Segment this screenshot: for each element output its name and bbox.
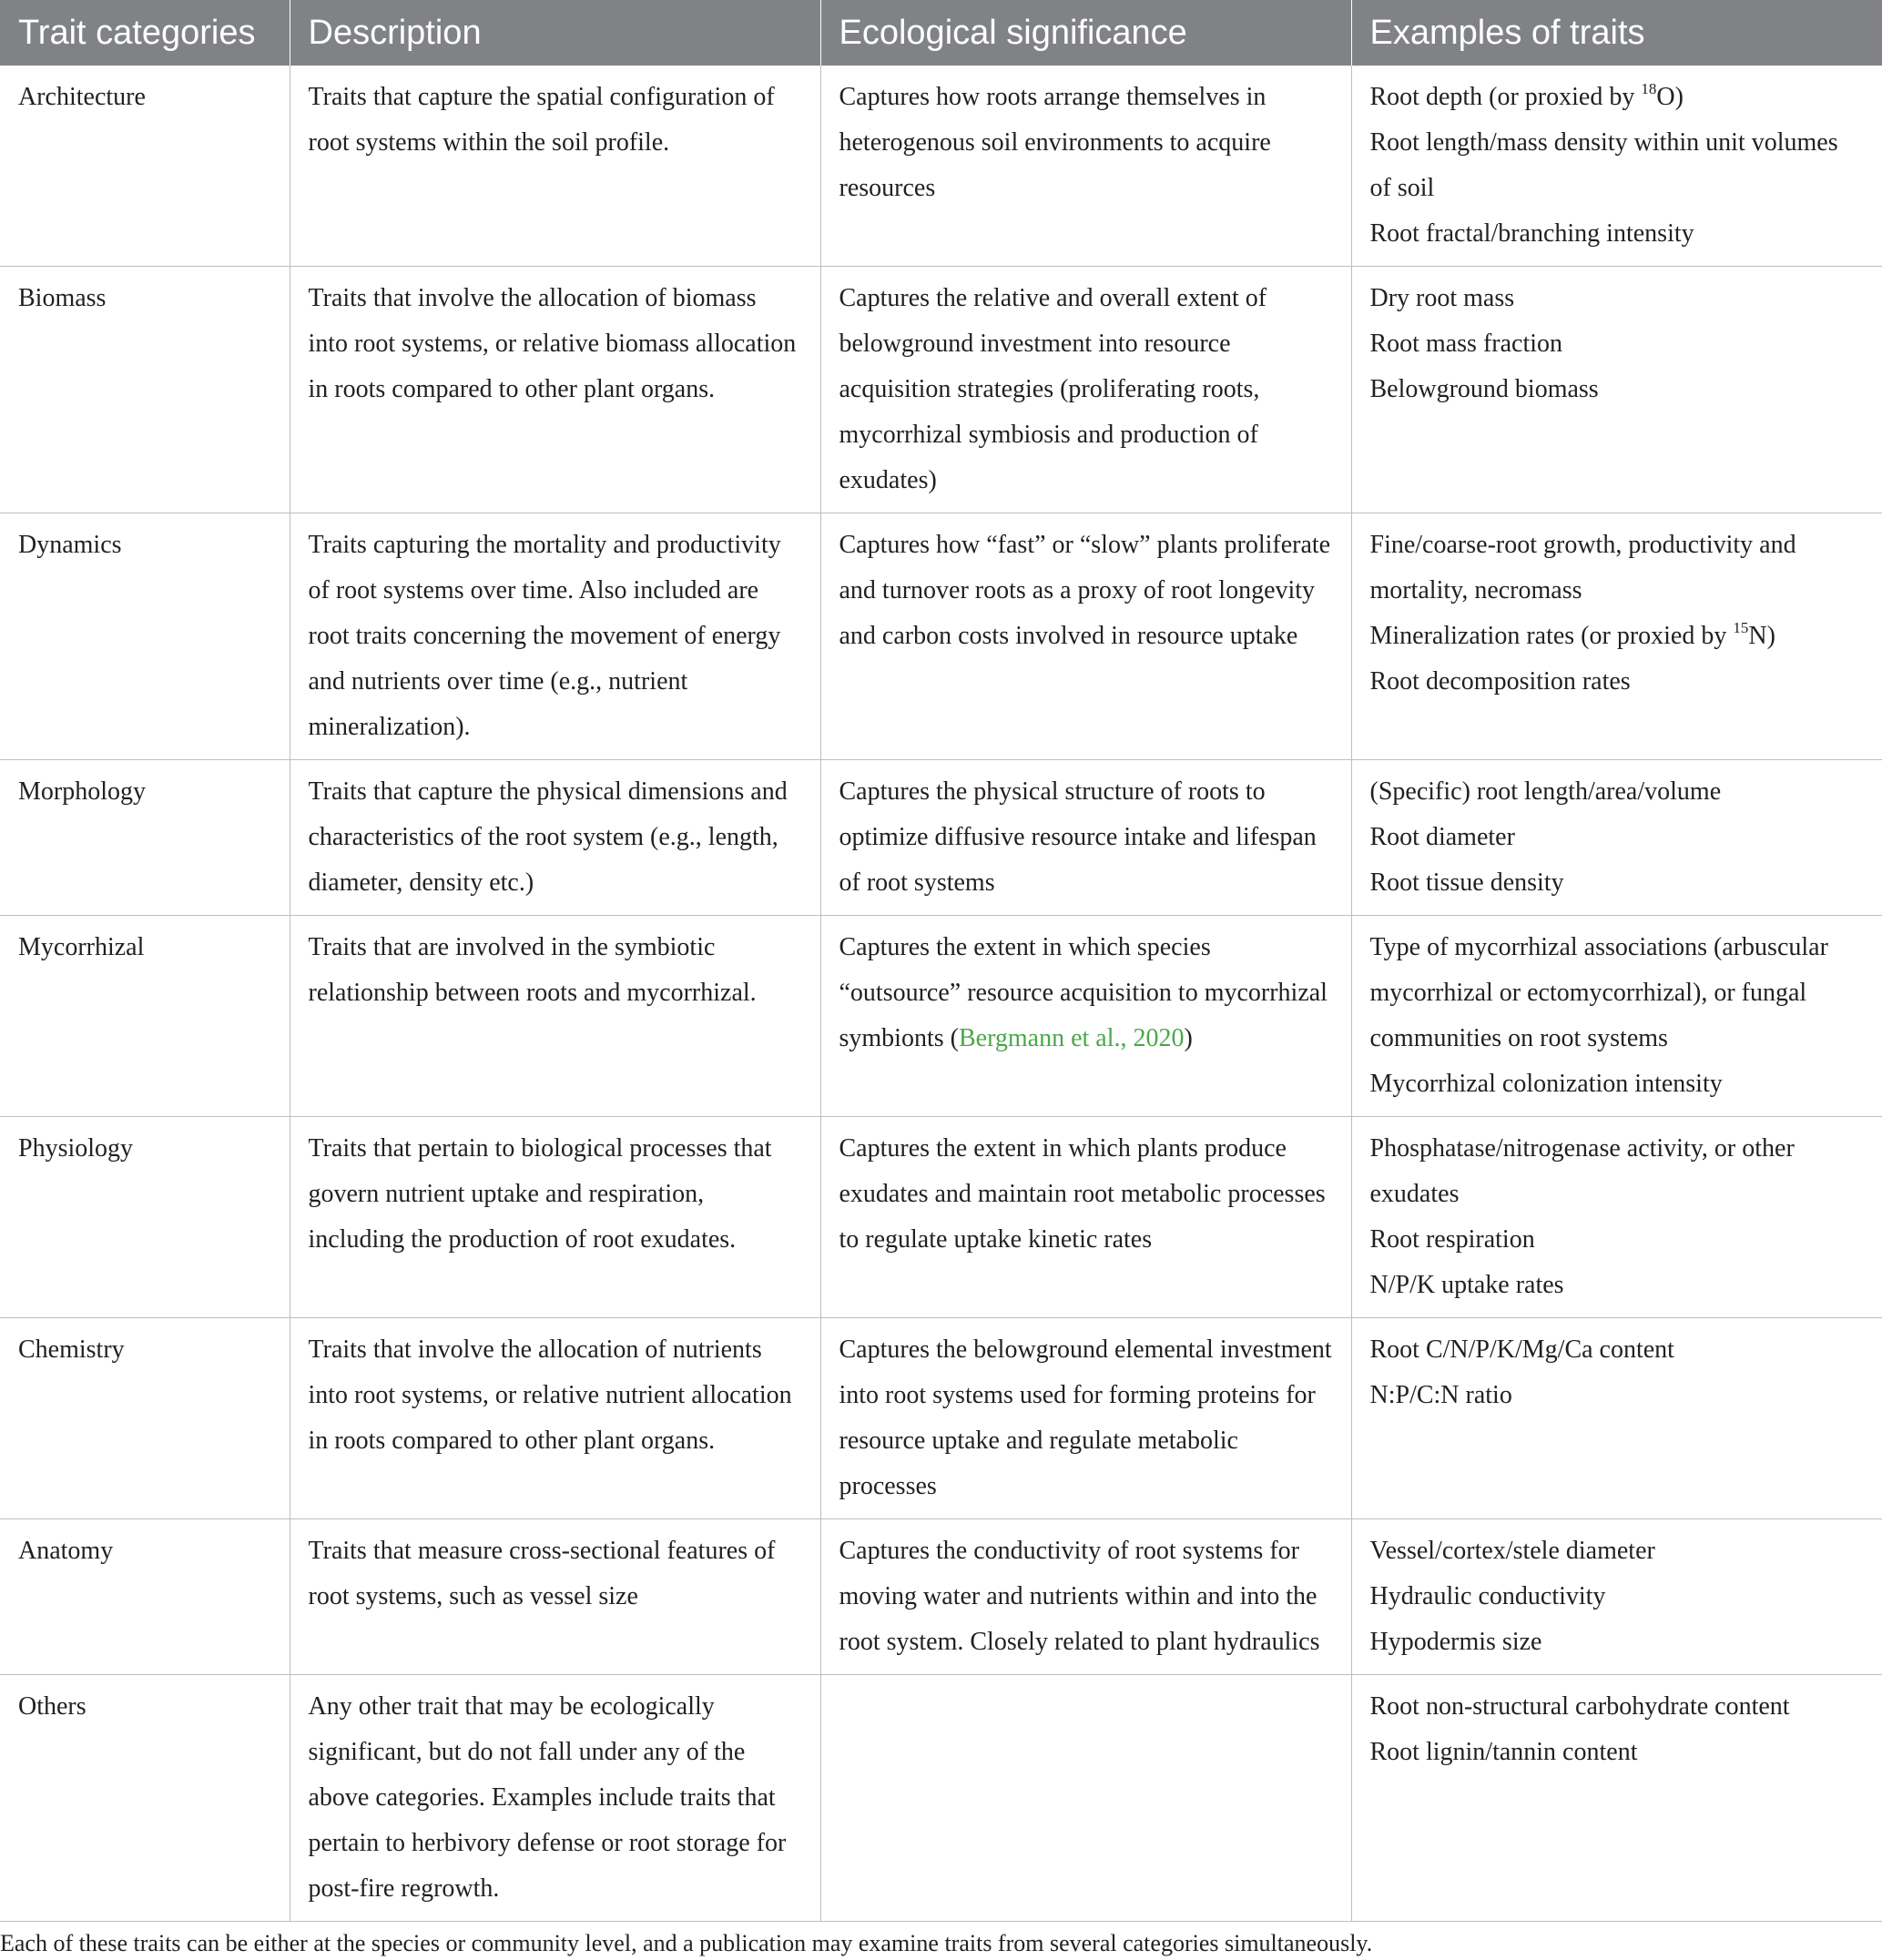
cell-category: Morphology	[0, 760, 290, 916]
header-examples-of-traits: Examples of traits	[1351, 0, 1882, 66]
cell-ecological-significance: Captures how roots arrange themselves in heterogenous soil environments to acquire resources	[820, 66, 1351, 267]
example-item	[1370, 1327, 1865, 1373]
table-row	[0, 1117, 1882, 1318]
cell-description: Traits that involve the allocation of nutrients into root systems, or relative nutrient allocation in roots compared to other plant organs.	[290, 1318, 820, 1519]
cell-category: Physiology	[0, 1117, 290, 1318]
cell-examples	[1351, 1675, 1882, 1922]
cell-examples	[1351, 267, 1882, 513]
example-text: Root C/N/P/K/Mg/Ca content	[1369, 1335, 1674, 1364]
cell-description: Traits that capture the physical dimensions and characteristics of the root system (e.g., length, diameter, density etc.)	[290, 760, 820, 916]
header-trait-categories: Trait categories	[0, 0, 290, 66]
example-text: Fine/coarse-root growth, productivity and mortality, necromass	[1369, 531, 1796, 604]
cell-examples	[1351, 760, 1882, 916]
example-item	[1370, 925, 1865, 1061]
example-text: Root respiration	[1369, 1225, 1535, 1254]
header-row	[0, 0, 1882, 66]
cell-description: Traits that capture the spatial configuration of root systems within the soil profile.	[290, 66, 820, 267]
table-row	[0, 1318, 1882, 1519]
cell-ecological-significance: Captures the conductivity of root systems for moving water and nutrients within and into the root system. Closely related to plant hydraulics	[820, 1519, 1351, 1675]
example-text: Root decomposition rates	[1369, 667, 1631, 696]
cell-examples	[1351, 66, 1882, 267]
example-text: Belowground biomass	[1369, 375, 1599, 403]
cell-ecological-significance: Captures the extent in which plants produce exudates and maintain root metabolic processes to regulate uptake kinetic rates	[820, 1117, 1351, 1318]
example-item	[1370, 75, 1865, 120]
cell-description: Traits that measure cross-sectional features of root systems, such as vessel size	[290, 1519, 820, 1675]
cell-category: Others	[0, 1675, 290, 1922]
example-item	[1370, 321, 1865, 367]
cell-description: Traits that are involved in the symbiotic relationship between roots and mycorrhizal.	[290, 916, 820, 1117]
table-row	[0, 760, 1882, 916]
example-item	[1370, 1574, 1865, 1620]
example-text: N:P/C:N ratio	[1369, 1381, 1512, 1409]
example-item	[1370, 523, 1865, 614]
cell-category: Anatomy	[0, 1519, 290, 1675]
example-item	[1370, 1126, 1865, 1217]
example-item	[1370, 1263, 1865, 1308]
cell-ecological-significance: Captures the physical structure of roots to optimize diffusive resource intake and lifespan of root systems	[820, 760, 1351, 916]
example-item	[1370, 1528, 1865, 1574]
cell-category: Dynamics	[0, 513, 290, 760]
example-item	[1370, 120, 1865, 211]
example-item	[1370, 1217, 1865, 1263]
cell-description: Traits that involve the allocation of biomass into root systems, or relative biomass allocation in roots compared to other plant organs.	[290, 267, 820, 513]
example-text: Hydraulic conductivity	[1369, 1582, 1606, 1610]
example-text: Root depth (or proxied by	[1369, 83, 1642, 111]
example-text: Root length/mass density within unit volumes of soil	[1369, 128, 1838, 202]
cell-examples	[1351, 916, 1882, 1117]
significance-text: Captures the extent in which species “outsource” resource acquisition to mycorrhizal symbionts (	[839, 933, 1328, 1052]
example-text: Vessel/cortex/stele diameter	[1369, 1537, 1655, 1565]
example-item	[1370, 276, 1865, 321]
example-text: Root diameter	[1369, 823, 1515, 851]
cell-examples	[1351, 1318, 1882, 1519]
example-text: Type of mycorrhizal associations (arbuscular mycorrhizal or ectomycorrhizal), or fungal communities on root systems	[1369, 933, 1828, 1052]
example-text: N/P/K uptake rates	[1369, 1271, 1564, 1299]
example-text: Root non-structural carbohydrate content	[1369, 1692, 1790, 1721]
example-item	[1370, 367, 1865, 412]
table-row	[0, 1519, 1882, 1675]
cell-examples	[1351, 513, 1882, 760]
cell-examples	[1351, 1519, 1882, 1675]
header-description: Description	[290, 0, 820, 66]
table-body	[0, 66, 1882, 1922]
example-text: Mycorrhizal colonization intensity	[1369, 1070, 1723, 1098]
example-text: Hypodermis size	[1369, 1628, 1542, 1656]
citation-link[interactable]: Bergmann et al., 2020	[958, 1024, 1185, 1052]
example-item	[1370, 659, 1865, 705]
cell-category: Chemistry	[0, 1318, 290, 1519]
example-text: Mineralization rates (or proxied by	[1369, 622, 1734, 650]
cell-category: Architecture	[0, 66, 290, 267]
example-item	[1370, 614, 1865, 659]
table-header	[0, 0, 1882, 66]
cell-ecological-significance	[820, 916, 1351, 1117]
example-text-end: N)	[1748, 622, 1775, 650]
table-footnote: Each of these traits can be either at the species or community level, and a publication may examine traits from several categories simultaneously.	[0, 1930, 1373, 1956]
cell-description: Traits capturing the mortality and productivity of root systems over time. Also included are root traits concerning the movement of energy and nutrients over time (e.g., nutrient mineralization).	[290, 513, 820, 760]
example-item	[1370, 1730, 1865, 1775]
table-row	[0, 267, 1882, 513]
cell-examples	[1351, 1117, 1882, 1318]
isotope-superscript: 18	[1641, 79, 1657, 97]
example-item	[1370, 211, 1865, 257]
cell-category: Biomass	[0, 267, 290, 513]
table-row	[0, 66, 1882, 267]
example-text: Root tissue density	[1369, 868, 1564, 897]
cell-description: Any other trait that may be ecologically significant, but do not fall under any of the above categories. Examples include traits that pertain to herbivory defense or root storage for post-fire regrowth.	[290, 1675, 820, 1922]
example-item	[1370, 1061, 1865, 1107]
cell-description: Traits that pertain to biological processes that govern nutrient uptake and respiration, including the production of root exudates.	[290, 1117, 820, 1318]
example-item	[1370, 815, 1865, 860]
example-text: Phosphatase/nitrogenase activity, or other exudates	[1369, 1134, 1795, 1208]
example-item	[1370, 1684, 1865, 1730]
cell-ecological-significance: Captures the relative and overall extent of belowground investment into resource acquisition strategies (proliferating roots, mycorrhizal symbiosis and production of exudates)	[820, 267, 1351, 513]
table-row	[0, 1675, 1882, 1922]
table-row	[0, 916, 1882, 1117]
example-item	[1370, 860, 1865, 906]
cell-category: Mycorrhizal	[0, 916, 290, 1117]
cell-ecological-significance: Captures how “fast” or “slow” plants proliferate and turnover roots as a proxy of root longevity and carbon costs involved in resource uptake	[820, 513, 1351, 760]
example-text: Dry root mass	[1369, 284, 1515, 312]
example-item	[1370, 769, 1865, 815]
example-text: Root fractal/branching intensity	[1369, 219, 1694, 248]
example-item	[1370, 1620, 1865, 1665]
isotope-superscript: 15	[1733, 618, 1749, 636]
significance-text-end: )	[1184, 1024, 1193, 1052]
example-text-end: O)	[1656, 83, 1684, 111]
cell-ecological-significance: Captures the belowground elemental investment into root systems used for forming proteins for resource uptake and regulate metabolic processes	[820, 1318, 1351, 1519]
example-text: (Specific) root length/area/volume	[1369, 777, 1722, 806]
example-text: Root lignin/tannin content	[1369, 1738, 1638, 1766]
cell-ecological-significance	[820, 1675, 1351, 1922]
header-ecological-significance: Ecological significance	[820, 0, 1351, 66]
example-text: Root mass fraction	[1369, 330, 1563, 358]
example-item	[1370, 1373, 1865, 1418]
table-row	[0, 513, 1882, 760]
